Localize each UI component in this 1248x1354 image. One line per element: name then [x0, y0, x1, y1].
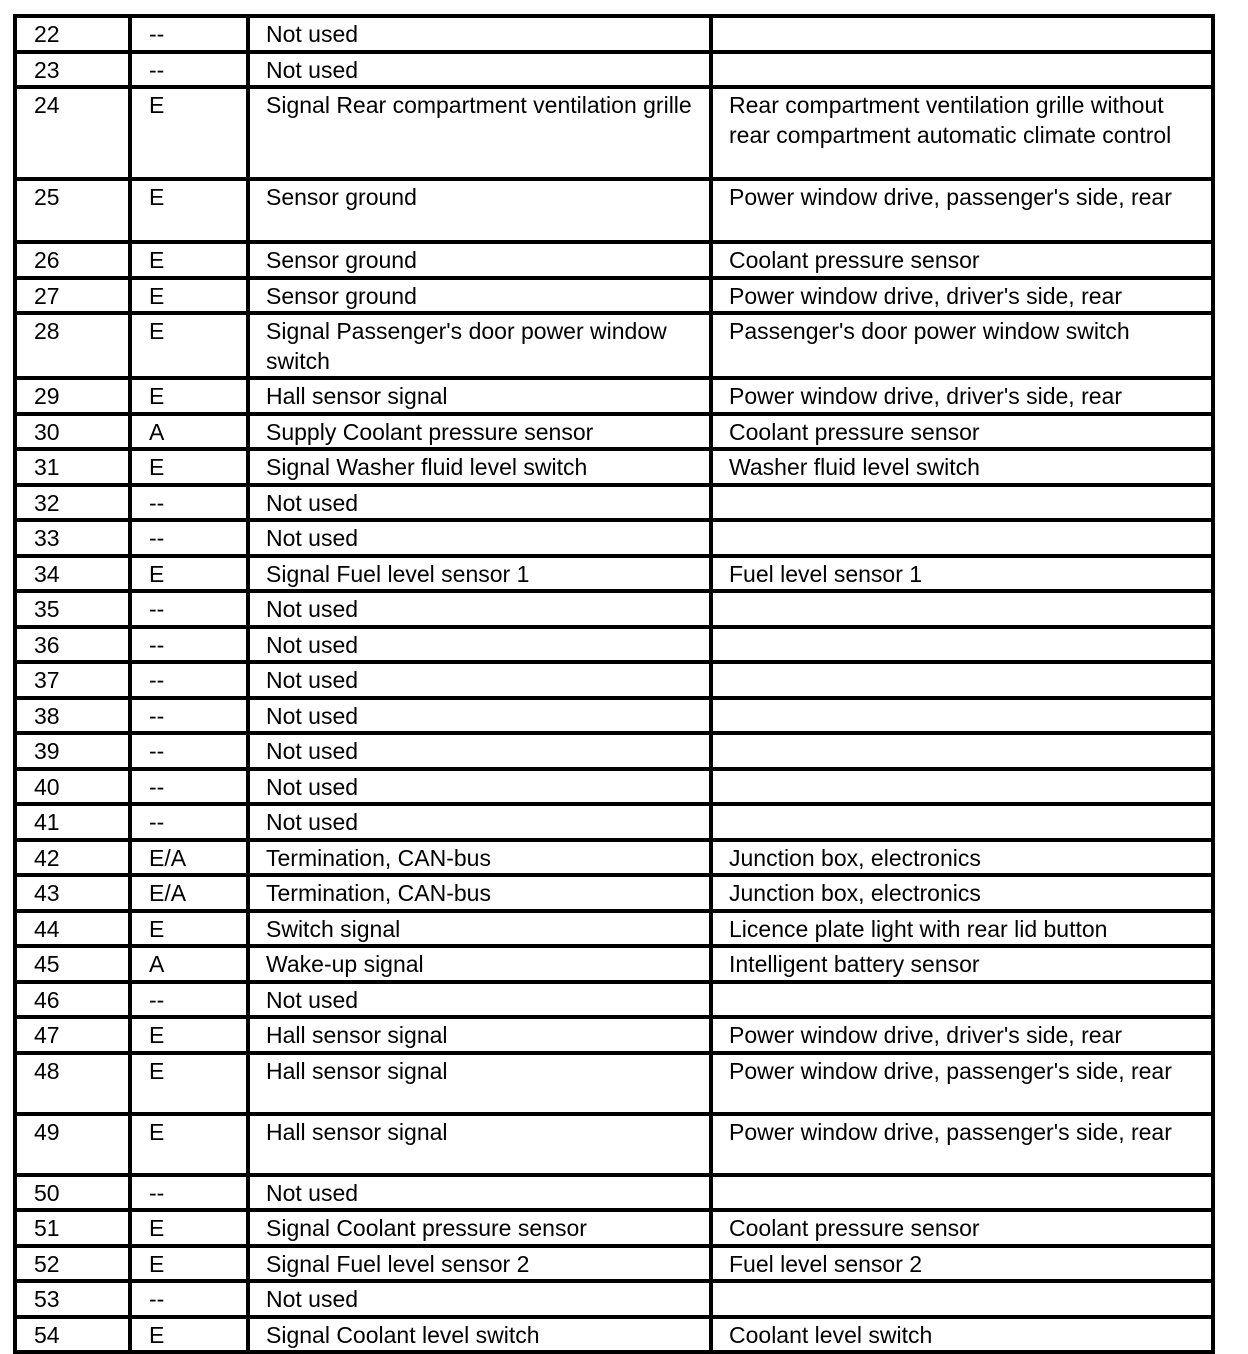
- table-row: [15, 840, 1213, 876]
- pin-number-cell: 48: [15, 1053, 130, 1114]
- table-row: [15, 313, 1213, 378]
- component-cell: Washer fluid level switch: [711, 449, 1213, 485]
- component-cell: Coolant pressure sensor: [711, 1210, 1213, 1246]
- pin-number-cell: 28: [15, 313, 130, 378]
- pin-number-cell: 44: [15, 911, 130, 947]
- pin-number-cell: 30: [15, 414, 130, 450]
- signal-description-cell: Not used: [248, 733, 711, 769]
- table-row: [15, 1317, 1213, 1353]
- direction-cell: --: [130, 1175, 248, 1211]
- component-cell: Passenger's door power window switch: [711, 313, 1213, 378]
- table-row: [15, 520, 1213, 556]
- table-row: [15, 179, 1213, 242]
- pin-assignment-table: [13, 14, 1215, 1354]
- signal-description-cell: Not used: [248, 627, 711, 663]
- signal-description-cell: Sensor ground: [248, 278, 711, 314]
- direction-cell: E: [130, 1114, 248, 1175]
- pin-number-cell: 32: [15, 485, 130, 521]
- pin-number-cell: 40: [15, 769, 130, 805]
- pin-number-cell: 37: [15, 662, 130, 698]
- direction-cell: E: [130, 1246, 248, 1282]
- signal-description-cell: Signal Fuel level sensor 1: [248, 556, 711, 592]
- direction-cell: --: [130, 662, 248, 698]
- table-row: [15, 804, 1213, 840]
- component-cell: [711, 520, 1213, 556]
- table-row: [15, 769, 1213, 805]
- table-row: [15, 591, 1213, 627]
- pin-number-cell: 33: [15, 520, 130, 556]
- component-cell: [711, 698, 1213, 734]
- table-row: [15, 627, 1213, 663]
- signal-description-cell: Not used: [248, 485, 711, 521]
- direction-cell: --: [130, 591, 248, 627]
- component-cell: Intelligent battery sensor: [711, 946, 1213, 982]
- table-row: [15, 982, 1213, 1018]
- component-cell: Power window drive, passenger's side, rear: [711, 179, 1213, 242]
- direction-cell: --: [130, 698, 248, 734]
- signal-description-cell: Hall sensor signal: [248, 378, 711, 414]
- pin-number-cell: 38: [15, 698, 130, 734]
- signal-description-cell: Not used: [248, 804, 711, 840]
- component-cell: Rear compartment ventilation grille without rear compartment automatic climate control: [711, 87, 1213, 179]
- table-row: [15, 378, 1213, 414]
- component-cell: [711, 1281, 1213, 1317]
- table-row: [15, 414, 1213, 450]
- pin-number-cell: 39: [15, 733, 130, 769]
- signal-description-cell: Not used: [248, 1175, 711, 1211]
- signal-description-cell: Not used: [248, 16, 711, 52]
- signal-description-cell: Not used: [248, 591, 711, 627]
- component-cell: [711, 1175, 1213, 1211]
- pin-number-cell: 35: [15, 591, 130, 627]
- component-cell: Coolant pressure sensor: [711, 414, 1213, 450]
- signal-description-cell: Hall sensor signal: [248, 1053, 711, 1114]
- component-cell: Power window drive, passenger's side, rear: [711, 1053, 1213, 1114]
- direction-cell: E: [130, 1210, 248, 1246]
- component-cell: Power window drive, driver's side, rear: [711, 278, 1213, 314]
- pin-number-cell: 53: [15, 1281, 130, 1317]
- component-cell: [711, 769, 1213, 805]
- table-row: [15, 1246, 1213, 1282]
- signal-description-cell: Signal Passenger's door power window switch: [248, 313, 711, 378]
- direction-cell: A: [130, 414, 248, 450]
- pin-number-cell: 49: [15, 1114, 130, 1175]
- signal-description-cell: Supply Coolant pressure sensor: [248, 414, 711, 450]
- pin-number-cell: 54: [15, 1317, 130, 1353]
- component-cell: [711, 982, 1213, 1018]
- direction-cell: E: [130, 278, 248, 314]
- signal-description-cell: Not used: [248, 982, 711, 1018]
- component-cell: Junction box, electronics: [711, 875, 1213, 911]
- table-row: [15, 698, 1213, 734]
- signal-description-cell: Not used: [248, 52, 711, 88]
- table-row: [15, 52, 1213, 88]
- component-cell: Licence plate light with rear lid button: [711, 911, 1213, 947]
- table-row: [15, 911, 1213, 947]
- signal-description-cell: Hall sensor signal: [248, 1114, 711, 1175]
- component-cell: Fuel level sensor 1: [711, 556, 1213, 592]
- direction-cell: E: [130, 242, 248, 278]
- direction-cell: E: [130, 313, 248, 378]
- component-cell: [711, 733, 1213, 769]
- signal-description-cell: Sensor ground: [248, 179, 711, 242]
- direction-cell: E: [130, 1017, 248, 1053]
- table-row: [15, 449, 1213, 485]
- signal-description-cell: Not used: [248, 1281, 711, 1317]
- direction-cell: E: [130, 87, 248, 179]
- pin-number-cell: 31: [15, 449, 130, 485]
- table-row: [15, 946, 1213, 982]
- table-row: [15, 733, 1213, 769]
- signal-description-cell: Termination, CAN-bus: [248, 875, 711, 911]
- component-cell: [711, 52, 1213, 88]
- direction-cell: --: [130, 52, 248, 88]
- direction-cell: E: [130, 179, 248, 242]
- direction-cell: E: [130, 1317, 248, 1353]
- component-cell: [711, 804, 1213, 840]
- table-row: [15, 278, 1213, 314]
- component-cell: [711, 627, 1213, 663]
- component-cell: Junction box, electronics: [711, 840, 1213, 876]
- direction-cell: --: [130, 733, 248, 769]
- table-row: [15, 1175, 1213, 1211]
- component-cell: [711, 16, 1213, 52]
- signal-description-cell: Not used: [248, 662, 711, 698]
- signal-description-cell: Not used: [248, 520, 711, 556]
- signal-description-cell: Signal Coolant pressure sensor: [248, 1210, 711, 1246]
- signal-description-cell: Not used: [248, 698, 711, 734]
- pin-number-cell: 34: [15, 556, 130, 592]
- direction-cell: --: [130, 627, 248, 663]
- table-row: [15, 1210, 1213, 1246]
- signal-description-cell: Wake-up signal: [248, 946, 711, 982]
- signal-description-cell: Sensor ground: [248, 242, 711, 278]
- direction-cell: E: [130, 556, 248, 592]
- signal-description-cell: Signal Rear compartment ventilation grille: [248, 87, 711, 179]
- signal-description-cell: Hall sensor signal: [248, 1017, 711, 1053]
- component-cell: Power window drive, driver's side, rear: [711, 1017, 1213, 1053]
- component-cell: [711, 485, 1213, 521]
- table-row: [15, 556, 1213, 592]
- component-cell: [711, 662, 1213, 698]
- signal-description-cell: Not used: [248, 769, 711, 805]
- signal-description-cell: Signal Washer fluid level switch: [248, 449, 711, 485]
- pin-number-cell: 23: [15, 52, 130, 88]
- signal-description-cell: Switch signal: [248, 911, 711, 947]
- pin-number-cell: 50: [15, 1175, 130, 1211]
- direction-cell: E: [130, 449, 248, 485]
- direction-cell: --: [130, 1281, 248, 1317]
- pin-number-cell: 47: [15, 1017, 130, 1053]
- signal-description-cell: Termination, CAN-bus: [248, 840, 711, 876]
- direction-cell: --: [130, 804, 248, 840]
- pin-number-cell: 51: [15, 1210, 130, 1246]
- table-row: [15, 242, 1213, 278]
- direction-cell: --: [130, 485, 248, 521]
- pin-number-cell: 42: [15, 840, 130, 876]
- component-cell: Coolant level switch: [711, 1317, 1213, 1353]
- table-row: [15, 875, 1213, 911]
- direction-cell: A: [130, 946, 248, 982]
- pin-table-body: [15, 16, 1213, 1352]
- component-cell: Fuel level sensor 2: [711, 1246, 1213, 1282]
- pin-number-cell: 27: [15, 278, 130, 314]
- direction-cell: E: [130, 911, 248, 947]
- direction-cell: --: [130, 769, 248, 805]
- component-cell: [711, 591, 1213, 627]
- table-row: [15, 1053, 1213, 1114]
- pin-number-cell: 41: [15, 804, 130, 840]
- direction-cell: E: [130, 1053, 248, 1114]
- direction-cell: --: [130, 982, 248, 1018]
- direction-cell: --: [130, 520, 248, 556]
- direction-cell: E/A: [130, 875, 248, 911]
- direction-cell: E: [130, 378, 248, 414]
- table-row: [15, 1281, 1213, 1317]
- pin-number-cell: 46: [15, 982, 130, 1018]
- pin-number-cell: 29: [15, 378, 130, 414]
- pin-number-cell: 24: [15, 87, 130, 179]
- component-cell: Power window drive, driver's side, rear: [711, 378, 1213, 414]
- component-cell: Coolant pressure sensor: [711, 242, 1213, 278]
- pin-number-cell: 52: [15, 1246, 130, 1282]
- pin-number-cell: 43: [15, 875, 130, 911]
- pin-number-cell: 36: [15, 627, 130, 663]
- table-row: [15, 87, 1213, 179]
- table-row: [15, 1017, 1213, 1053]
- direction-cell: --: [130, 16, 248, 52]
- pin-number-cell: 25: [15, 179, 130, 242]
- table-row: [15, 485, 1213, 521]
- component-cell: Power window drive, passenger's side, rear: [711, 1114, 1213, 1175]
- table-row: [15, 1114, 1213, 1175]
- table-row: [15, 16, 1213, 52]
- pin-number-cell: 22: [15, 16, 130, 52]
- pin-number-cell: 45: [15, 946, 130, 982]
- signal-description-cell: Signal Coolant level switch: [248, 1317, 711, 1353]
- signal-description-cell: Signal Fuel level sensor 2: [248, 1246, 711, 1282]
- pin-number-cell: 26: [15, 242, 130, 278]
- direction-cell: E/A: [130, 840, 248, 876]
- table-row: [15, 662, 1213, 698]
